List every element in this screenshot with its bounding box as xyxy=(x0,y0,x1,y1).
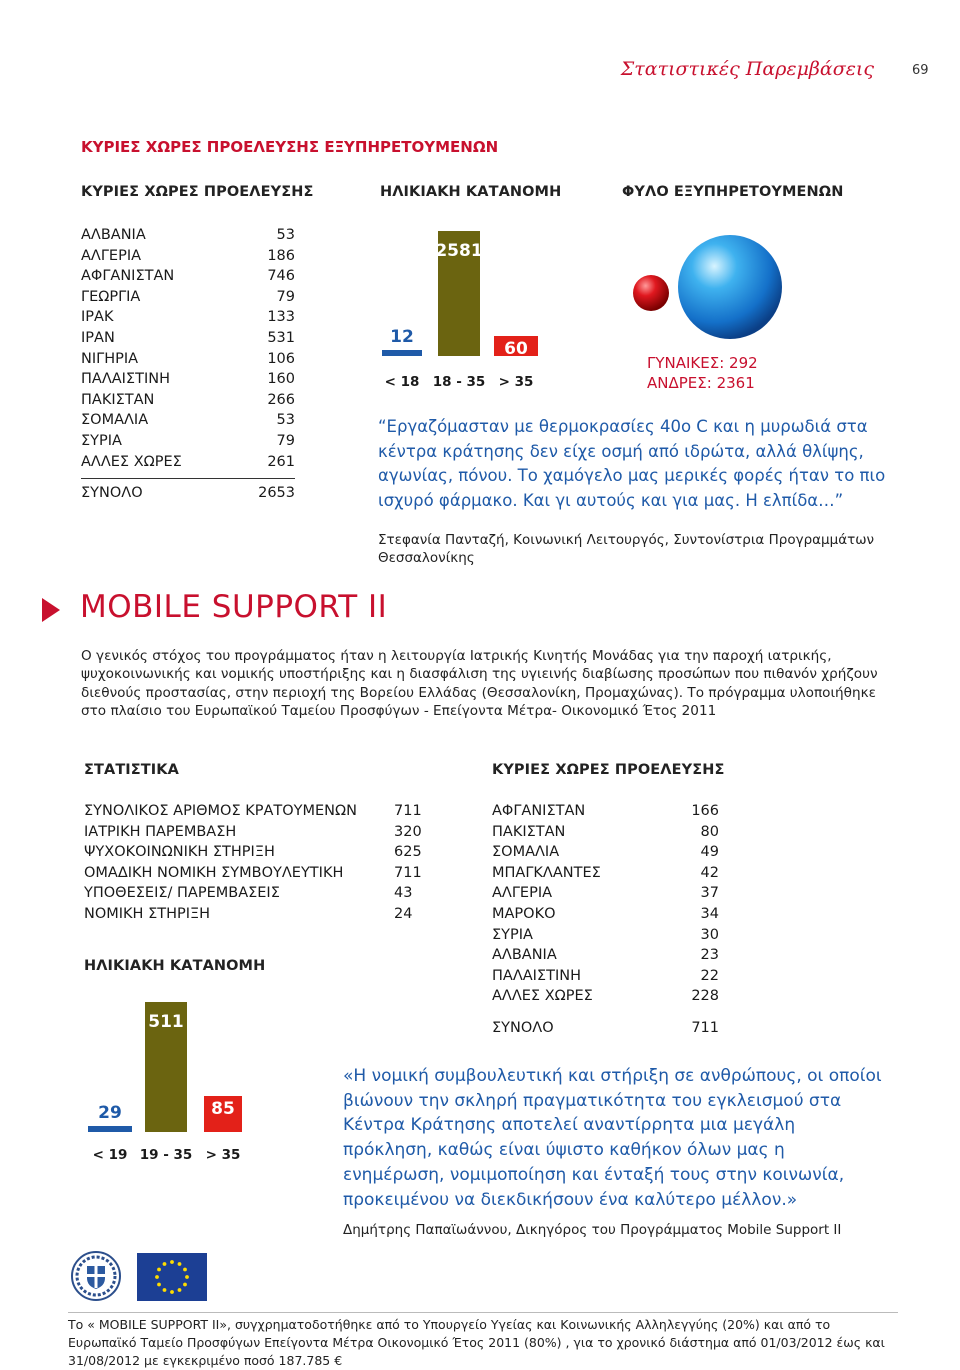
list-item xyxy=(81,349,295,370)
list-item xyxy=(492,863,719,884)
men-sphere xyxy=(678,235,782,339)
item-name: ΑΛΛΕΣ ΧΩΡΕΣ xyxy=(81,453,182,470)
page-number: 69 xyxy=(912,63,929,78)
item-value: 133 xyxy=(267,309,295,326)
item-name: ΑΛΒΑΝΙΑ xyxy=(492,947,557,964)
list-item xyxy=(81,307,295,328)
item-name: ΝΟΜΙΚΗ ΣΤΗΡΙΞΗ xyxy=(84,905,211,922)
list-item xyxy=(84,863,424,884)
item-value: 261 xyxy=(267,453,295,470)
list-item xyxy=(492,925,719,946)
eu-star xyxy=(183,1268,187,1272)
item-value: 166 xyxy=(691,803,719,819)
eu-star xyxy=(163,1262,167,1266)
list-item xyxy=(492,822,719,843)
eu-star xyxy=(178,1262,182,1266)
category-label: 19 - 35 xyxy=(139,1147,193,1163)
list-item xyxy=(81,369,295,390)
item-name: ΣΥΡΙΑ xyxy=(492,926,533,943)
category-label: < 19 xyxy=(92,1147,128,1163)
countries-list-2 xyxy=(492,801,719,1007)
item-value: 186 xyxy=(267,247,295,264)
item-name: ΑΛΛΕΣ ΧΩΡΕΣ xyxy=(492,988,593,1005)
total-value: 2653 xyxy=(258,485,295,501)
item-name: ΑΦΓΑΝΙΣΤΑΝ xyxy=(492,803,586,819)
list-item xyxy=(81,452,295,473)
page-header-title: Στατιστικές Παρεμβάσεις xyxy=(620,58,874,80)
item-value: 228 xyxy=(691,988,719,1005)
play-arrow-icon xyxy=(40,596,62,624)
list-item xyxy=(81,225,295,246)
item-name: ΙΡΑΝ xyxy=(81,329,115,346)
eu-star xyxy=(185,1275,189,1279)
program-intro: Ο γενικός στόχος του προγράμματος ήταν η λειτουργία Ιατρικής Κινητής Μονάδας για την παροχή ιατρικής, ψυχοκοινωνικής και νομικής υποστήριξης και η διασφάλιση της υγιεινής διαβίωσης προσώπων που πιθανόν χρήζουν διεθνούς προστασίας, στην περιοχή της Βορείου Ελλάδας (Θεσσαλονίκη, Προμαχώνας). Το πρόγραμμα υλοποιήθηκε στο πλαίσιο του Ευρωπαϊκού Ταμείου Προσφύγων - Επείγοντα Μέτρα- Οικονομικό Έτος 2011 xyxy=(81,648,878,719)
list-item xyxy=(492,945,719,966)
item-value: 53 xyxy=(276,227,295,243)
item-name: ΝΙΓΗΡΙΑ xyxy=(81,350,139,367)
item-name: ΑΛΒΑΝΙΑ xyxy=(81,227,146,243)
list-item xyxy=(81,431,295,452)
category-label: > 35 xyxy=(498,374,534,390)
age-header-2: ΗΛΙΚΙΑΚΗ ΚΑΤΑΝΟΜΗ xyxy=(84,958,266,974)
quote-2-author: Δημήτρης Παπαϊωάννου, Δικηγόρος του Προγράμματος Mobile Support II xyxy=(343,1222,842,1238)
item-value: 43 xyxy=(394,885,413,902)
eu-star xyxy=(157,1268,161,1272)
list-item xyxy=(492,986,719,1007)
divider xyxy=(81,478,295,479)
funding-note: Το « MOBILE SUPPORT II», συγχρηματοδοτήθηκε από το Υπουργείο Υγείας και Κοινωνικής Αλληλεγγύης (20%) και από το Ευρωπαϊκό Ταμείο Προσφύγων Επείγοντα Μέτρα Οικονομικό Έτος 2011 (80%) , για το χρονικό διάστημα από 01/03/2012 έως και 31/08/2012 με εγκεκριμένο ποσό 187.785 € xyxy=(68,1317,885,1368)
eu-star xyxy=(183,1283,187,1287)
gender-spheres xyxy=(625,225,790,355)
list-item xyxy=(84,801,424,822)
age-chart-1 xyxy=(370,228,560,398)
total-label: ΣΥΝΟΛΟ xyxy=(81,485,143,501)
item-value: 746 xyxy=(267,268,295,285)
item-value: 266 xyxy=(267,391,295,408)
eu-star xyxy=(157,1283,161,1287)
item-name: ΑΛΓΕΡΙΑ xyxy=(81,247,142,264)
bar-under-18 xyxy=(88,1126,132,1132)
list-item xyxy=(81,246,295,267)
item-name: ΑΦΓΑΝΙΣΤΑΝ xyxy=(81,268,175,285)
item-value: 79 xyxy=(276,288,295,305)
list-item xyxy=(81,266,295,287)
eu-star xyxy=(163,1288,167,1292)
list-item xyxy=(84,904,424,925)
item-name: ΙΡΑΚ xyxy=(81,309,114,326)
category-label: > 35 xyxy=(205,1147,241,1163)
list-item xyxy=(84,822,424,843)
item-name: ΠΑΚΙΣΤΑΝ xyxy=(492,823,566,840)
item-value: 79 xyxy=(276,432,295,449)
list-item xyxy=(81,287,295,308)
item-value: 34 xyxy=(700,905,719,922)
list-item xyxy=(84,883,424,904)
total-value-2: 711 xyxy=(691,1020,719,1036)
greek-emblem-logo xyxy=(70,1250,122,1302)
item-value: 320 xyxy=(394,823,422,840)
item-name: ΣΟΜΑΛΙΑ xyxy=(492,844,560,861)
item-value: 531 xyxy=(267,329,295,346)
item-value: 106 xyxy=(267,350,295,367)
total-row-2 xyxy=(492,1018,719,1039)
item-value: 49 xyxy=(700,844,719,861)
eu-star xyxy=(170,1290,174,1294)
mobile-support-title: MOBILE SUPPORT II xyxy=(80,589,388,625)
bar-under-18 xyxy=(382,350,422,356)
countries-list xyxy=(81,225,295,472)
gender-header: ΦΥΛΟ ΕΞΥΠΗΡΕΤΟΥΜΕΝΩΝ xyxy=(622,184,844,200)
bar-value-label: 85 xyxy=(211,1099,235,1119)
countries-header-2: ΚΥΡΙΕΣ ΧΩΡΕΣ ΠΡΟΕΛΕΥΣΗΣ xyxy=(492,762,725,778)
footer-rule xyxy=(68,1312,898,1313)
women-sphere xyxy=(633,275,669,311)
age-header: ΗΛΙΚΙΑΚΗ ΚΑΤΑΝΟΜΗ xyxy=(380,184,562,200)
item-name: ΠΑΛΑΙΣΤΙΝΗ xyxy=(81,371,170,388)
item-value: 711 xyxy=(394,803,422,819)
men-count: ΑΝΔΡΕΣ: 2361 xyxy=(647,374,755,392)
item-name: ΙΑΤΡΙΚΗ ΠΑΡΕΜΒΑΣΗ xyxy=(84,823,237,840)
item-name: ΣΟΜΑΛΙΑ xyxy=(81,412,149,429)
category-label: < 18 xyxy=(384,374,420,390)
item-name: ΠΑΚΙΣΤΑΝ xyxy=(81,391,155,408)
item-value: 80 xyxy=(700,823,719,840)
list-item xyxy=(492,842,719,863)
list-item xyxy=(84,842,424,863)
item-name: ΨΥΧΟΚΟΙΝΩΝΙΚΗ ΣΤΗΡΙΞΗ xyxy=(84,844,275,861)
stats-list xyxy=(84,801,424,925)
item-value: 53 xyxy=(276,412,295,429)
item-value: 625 xyxy=(394,844,422,861)
item-value: 22 xyxy=(700,967,719,984)
list-item xyxy=(81,390,295,411)
item-value: 37 xyxy=(700,885,719,902)
quote-2: «Η νομική συμβουλευτική και στήριξη σε ανθρώπους, οι οποίοι βιώνουν την σκληρή πραγματικότητα του εγκλεισμού στα Κέντρα Κράτησης αποτελεί αναντίρρητα μια μεγάλη πρόκληση, καθώς είναι ύψιστο καθήκον όλων μας η ενημέρωση, νομιμοποίηση και ένταξή τους στην κοινωνία, προκειμένου να διεκδικήσουν ένα καλύτερο μέλλον.» xyxy=(343,1066,882,1210)
section-title: ΚΥΡΙΕΣ ΧΩΡΕΣ ΠΡΟΕΛΕΥΣΗΣ ΕΞΥΠΗΡΕΤΟΥΜΕΝΩΝ xyxy=(81,138,499,156)
countries-header: ΚΥΡΙΕΣ ΧΩΡΕΣ ΠΡΟΕΛΕΥΣΗΣ xyxy=(81,184,314,200)
list-item xyxy=(492,966,719,987)
item-value: 30 xyxy=(700,926,719,943)
quote-1-author: Στεφανία Πανταζή, Κοινωνική Λειτουργός, Συντονίστρια Προγραμμάτων Θεσσαλονίκης xyxy=(378,532,875,566)
item-value: 42 xyxy=(700,864,719,881)
age-chart-2 xyxy=(80,992,270,1172)
total-row xyxy=(81,483,295,504)
eu-flag-logo xyxy=(137,1253,207,1301)
eu-star xyxy=(178,1288,182,1292)
item-name: ΠΑΛΑΙΣΤΙΝΗ xyxy=(492,967,581,984)
list-item xyxy=(492,801,719,822)
category-label: 18 - 35 xyxy=(432,374,486,390)
item-value: 711 xyxy=(394,864,422,881)
total-label-2: ΣΥΝΟΛΟ xyxy=(492,1020,554,1036)
item-name: ΓΕΩΡΓΙΑ xyxy=(81,288,141,305)
stats-header: ΣΤΑΤΙΣΤΙΚΑ xyxy=(84,762,179,778)
bar-value-label: 511 xyxy=(148,1012,184,1032)
bar-value-label: 60 xyxy=(504,339,528,359)
women-count: ΓΥΝΑΙΚΕΣ: 292 xyxy=(647,354,758,372)
item-name: ΣΥΝΟΛΙΚΟΣ ΑΡΙΘΜΟΣ ΚΡΑΤΟΥΜΕΝΩΝ xyxy=(84,803,357,819)
list-item xyxy=(492,883,719,904)
item-name: ΥΠΟΘΕΣΕΙΣ/ ΠΑΡΕΜΒΑΣΕΙΣ xyxy=(84,885,280,902)
eu-star xyxy=(170,1260,174,1264)
item-name: ΑΛΓΕΡΙΑ xyxy=(492,885,553,902)
bar-value-label: 2581 xyxy=(435,241,483,261)
item-name: ΣΥΡΙΑ xyxy=(81,432,122,449)
bar-value-label: 29 xyxy=(98,1103,122,1123)
item-name: ΟΜΑΔΙΚΗ ΝΟΜΙΚΗ ΣΥΜΒΟΥΛΕΥΤΙΚΗ xyxy=(84,864,344,881)
item-value: 160 xyxy=(267,371,295,388)
list-item xyxy=(492,904,719,925)
item-name: ΜΠΑΓΚΛΑΝΤΕΣ xyxy=(492,864,601,881)
item-name: ΜΑΡΟΚΟ xyxy=(492,905,556,922)
eu-star xyxy=(155,1275,159,1279)
item-value: 23 xyxy=(700,947,719,964)
bar-value-label: 12 xyxy=(390,327,414,347)
quote-1: “Εργαζόμασταν με θερμοκρασίες 40ο C και η μυρωδιά στα κέντρα κράτησης δεν είχε οσμή από ιδρώτα, αλλά θλίψης, αγωνίας, πόνου. Το χαμόγελο μας μερικές φορές ήταν το πιο ισχυρό φάρμακο. Και γι αυτούς και για μας. Η ελπίδα…” xyxy=(378,417,886,510)
list-item xyxy=(81,410,295,431)
item-value: 24 xyxy=(394,905,413,922)
list-item xyxy=(81,328,295,349)
